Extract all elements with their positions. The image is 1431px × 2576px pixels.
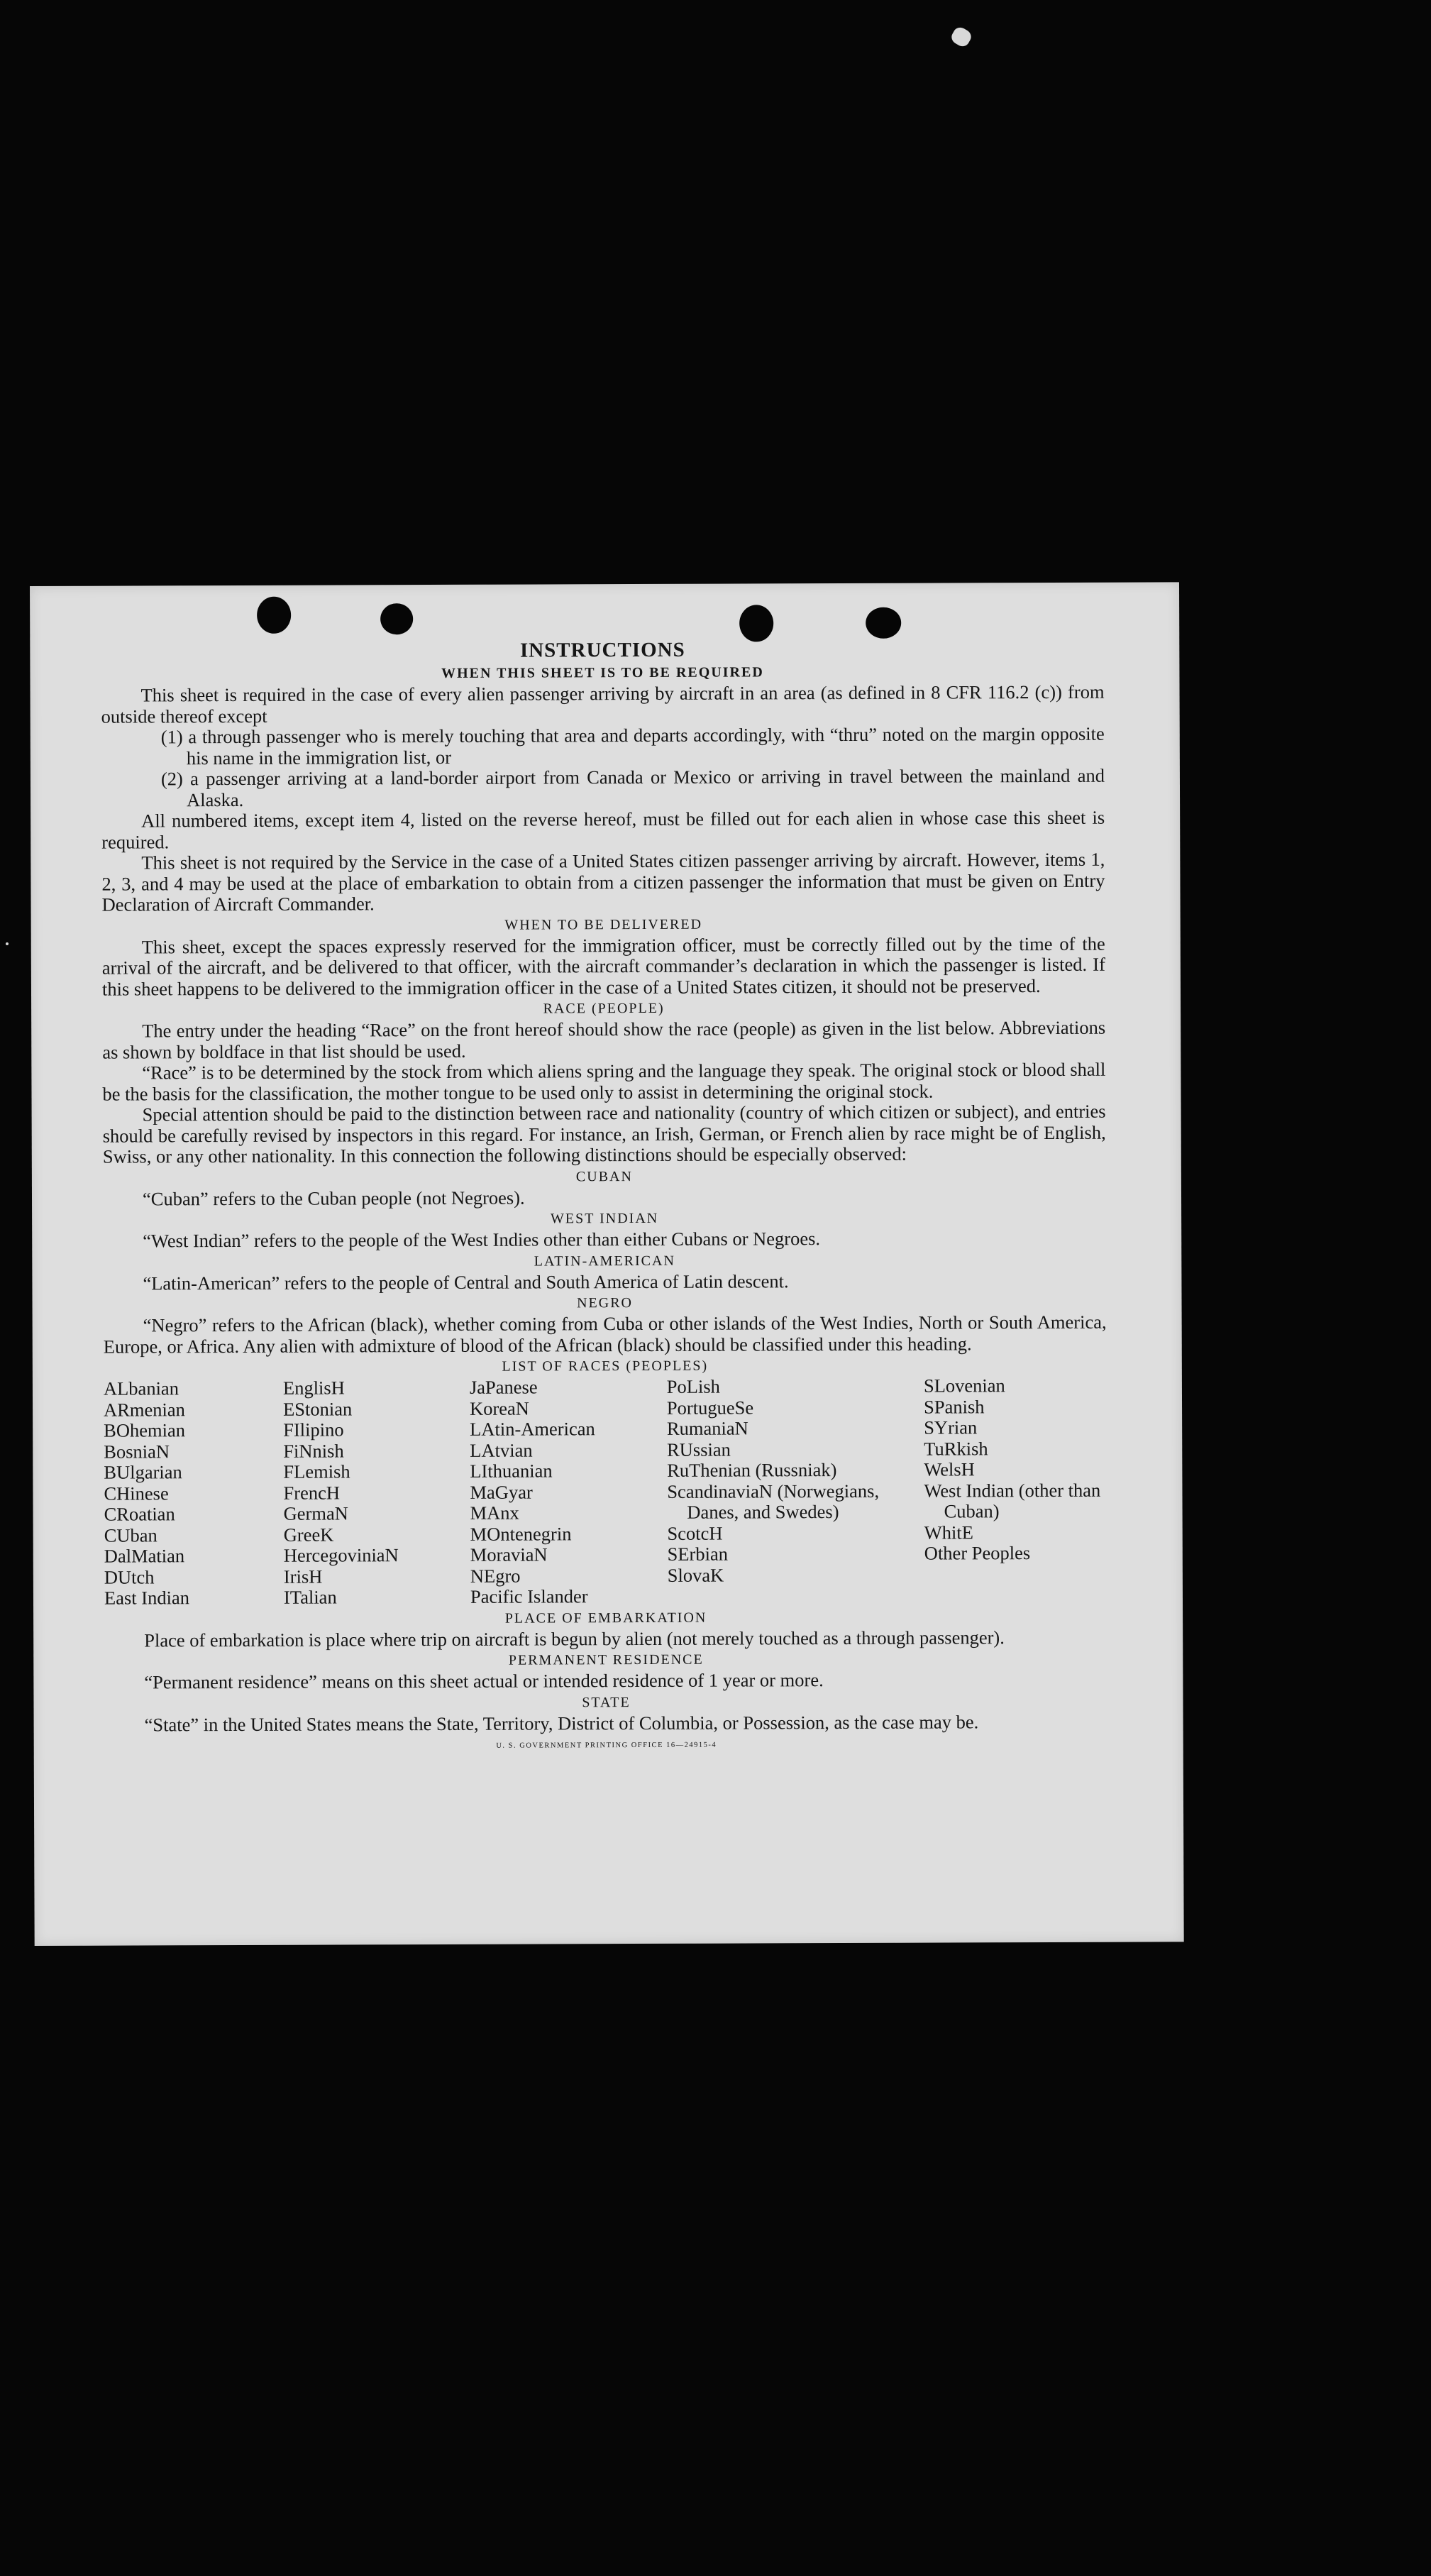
race-entry: HercegoviniaN <box>283 1544 399 1566</box>
race-entry: MaGyar <box>470 1481 533 1503</box>
section-heading-west-indian: WEST INDIAN <box>550 1210 659 1227</box>
race-entry: RuThenian (Russniak) <box>667 1459 837 1481</box>
race-entry: ARmenian <box>103 1398 185 1421</box>
exception-item-1: (1) a through passenger who is merely touching that area and departs accordingly, with “thru” noted on the margin opposite his name in the immigration list, or <box>160 722 1105 769</box>
race-entry: NEgro <box>470 1565 521 1587</box>
latin-american-paragraph: “Latin-American” refers to the people of Central and South America of Latin descent. <box>143 1270 789 1294</box>
race-entry: LAtin-American <box>470 1418 595 1440</box>
race-entry: CHinese <box>104 1482 169 1504</box>
races-column-3 <box>470 1377 668 1607</box>
section-heading-when-required: WHEN THIS SHEET IS TO BE REQUIRED <box>441 664 764 681</box>
race-entry: PortugueSe <box>666 1396 754 1419</box>
race-entry: RumaniaN <box>666 1417 748 1439</box>
page-title: INSTRUCTIONS <box>519 638 685 662</box>
race-entry: ITalian <box>283 1586 337 1608</box>
punch-hole <box>866 607 901 639</box>
race-entry: EStonian <box>283 1397 353 1420</box>
race-entry: Pacific Islander <box>470 1585 588 1607</box>
race-entry: SYrian <box>924 1416 978 1438</box>
race-paragraph-1: The entry under the heading “Race” on the front hereof should show the race (people) as given in the list below. Abbreviations as shown by boldface in that list should be used. <box>102 1016 1106 1063</box>
punch-hole <box>739 605 773 642</box>
race-entry: LAtvian <box>470 1439 533 1461</box>
race-entry: LIthuanian <box>470 1460 553 1482</box>
section-heading-negro: NEGRO <box>577 1295 634 1311</box>
race-entry: JaPanese <box>469 1376 538 1398</box>
races-column-1 <box>104 1378 284 1609</box>
race-entry: SErbian <box>667 1543 729 1565</box>
race-entry: MOntenegrin <box>470 1522 572 1545</box>
race-entry: DalMatian <box>104 1545 185 1567</box>
race-entry: DUtch <box>104 1565 155 1588</box>
race-entry: GreeK <box>283 1524 334 1546</box>
scan-speck <box>6 942 9 945</box>
race-entry: Other Peoples <box>924 1542 1031 1564</box>
scan-speck <box>949 25 974 49</box>
races-column-2 <box>283 1377 470 1608</box>
document-sheet <box>30 582 1184 1946</box>
race-paragraph-3: Special attention should be paid to the distinction between race and nationality (country of which citizen or subject), and entries should be carefully revised by inspectors in this regard. For instance, an Irish, German, or French alien by race might be of English, Swiss, or any other nationality. In this connection the following distinctions should be especially observed: <box>102 1100 1106 1167</box>
race-entry: GermaN <box>283 1502 348 1524</box>
race-entry: CUban <box>104 1524 158 1546</box>
race-entry: BOhemian <box>104 1419 186 1441</box>
race-entry: BosniaN <box>104 1440 170 1463</box>
embarkation-paragraph: Place of embarkation is place where trip on aircraft is begun by alien (not merely touched as a through passenger). <box>144 1626 1005 1651</box>
race-entry: PoLish <box>666 1375 720 1397</box>
races-column-5 <box>924 1375 1107 1606</box>
race-entry: FiNnish <box>283 1439 344 1462</box>
cuban-paragraph: “Cuban” refers to the Cuban people (not Negroes). <box>142 1187 525 1209</box>
race-entry: IrisH <box>283 1565 323 1587</box>
citizen-paragraph: This sheet is not required by the Service in the case of a United States citizen passenger arriving by aircraft. However, items 1, 2, 3, and 4 may be used at the place of embarkation to obtain from a citizen passenger the information that must be given on Entry Declaration of Aircraft Commander. <box>101 848 1105 915</box>
exception-item-2: (2) a passenger arriving at a land-border airport from Canada or Mexico or arriving in travel between the mainland and Alaska. <box>160 764 1105 810</box>
race-entry: WelsH <box>924 1458 975 1480</box>
printing-office-imprint: U. S. GOVERNMENT PRINTING OFFICE 16—24915-4 <box>496 1741 717 1750</box>
races-list <box>104 1375 1107 1609</box>
race-entry: KoreaN <box>469 1397 529 1419</box>
section-heading-when-delivered: WHEN TO BE DELIVERED <box>504 916 703 933</box>
section-heading-state: STATE <box>582 1694 631 1710</box>
race-entry: SlovaK <box>667 1564 724 1586</box>
races-column-4 <box>667 1376 924 1607</box>
race-entry: West Indian (other than Cuban) <box>924 1479 1101 1522</box>
race-entry: ALbanian <box>103 1377 179 1399</box>
race-entry: RUssian <box>667 1438 731 1460</box>
race-entry: FLemish <box>283 1460 350 1482</box>
negro-paragraph: “Negro” refers to the African (black), whether coming from Cuba or other islands of the West Indies, North or South America, Europe, or Africa. Any alien with admixture of blood of the African (black) should be classified under this heading. <box>103 1311 1107 1358</box>
race-entry: MAnx <box>470 1502 519 1524</box>
race-entry: CRoatian <box>104 1503 175 1525</box>
race-entry: TuRkish <box>924 1437 988 1460</box>
race-entry: SPanish <box>924 1395 985 1418</box>
race-entry: ScotcH <box>667 1522 723 1544</box>
race-entry: FrencH <box>283 1481 341 1504</box>
section-heading-list-of-races: LIST OF RACES (PEOPLES) <box>502 1358 709 1375</box>
section-heading-embarkation: PLACE OF EMBARKATION <box>504 1609 707 1626</box>
race-entry: MoraviaN <box>470 1543 548 1565</box>
section-heading-latin-american: LATIN-AMERICAN <box>534 1253 675 1270</box>
race-paragraph-2: “Race” is to be determined by the stock from which aliens spring and the language they speak. The original stock or blood shall be the basis for the classification, the mother tongue to be used only to assist in determining the original stock. <box>102 1058 1106 1105</box>
section-heading-race: RACE (PEOPLE) <box>543 1000 665 1017</box>
race-entry: FIlipino <box>283 1419 344 1441</box>
permanent-residence-paragraph: “Permanent residence” means on this sheet actual or intended residence of 1 year or more. <box>144 1669 824 1693</box>
race-entry: EnglisH <box>282 1377 345 1399</box>
race-entry: WhitE <box>924 1521 973 1543</box>
section-heading-permanent-residence: PERMANENT RESIDENCE <box>508 1651 704 1668</box>
state-paragraph: “State” in the United States means the State, Territory, District of Columbia, or Possession, as the case may be. <box>144 1710 979 1735</box>
intro-paragraph: This sheet is required in the case of every alien passenger arriving by aircraft in an area (as defined in 8 CFR 116.2 (c)) from outside thereof except <box>101 681 1105 727</box>
race-entry: BUlgarian <box>104 1461 182 1483</box>
instructions-content <box>101 637 1107 1756</box>
race-entry: SLovenian <box>923 1375 1005 1397</box>
punch-hole <box>257 597 291 634</box>
race-entry: East Indian <box>104 1587 189 1609</box>
numbered-items-paragraph: All numbered items, except item 4, listed on the reverse hereof, must be filled out for each alien in whose case this sheet is required. <box>101 806 1105 853</box>
section-heading-cuban: CUBAN <box>575 1168 633 1184</box>
punch-hole <box>380 603 413 634</box>
race-entry: ScandinaviaN (Norwegians, Danes, and Swedes) <box>667 1480 880 1523</box>
west-indian-paragraph: “West Indian” refers to the people of the West Indies other than either Cubans or Negroes. <box>143 1228 821 1252</box>
delivery-paragraph: This sheet, except the spaces expressly reserved for the immigration officer, must be correctly filled out by the time of the arrival of the aircraft, and be delivered to that officer, with the aircraft commander’s declaration in which the passenger is listed. If this sheet happens to be delivered to the immigration officer in the case of a United States citizen, it should not be preserved. <box>101 932 1105 1000</box>
